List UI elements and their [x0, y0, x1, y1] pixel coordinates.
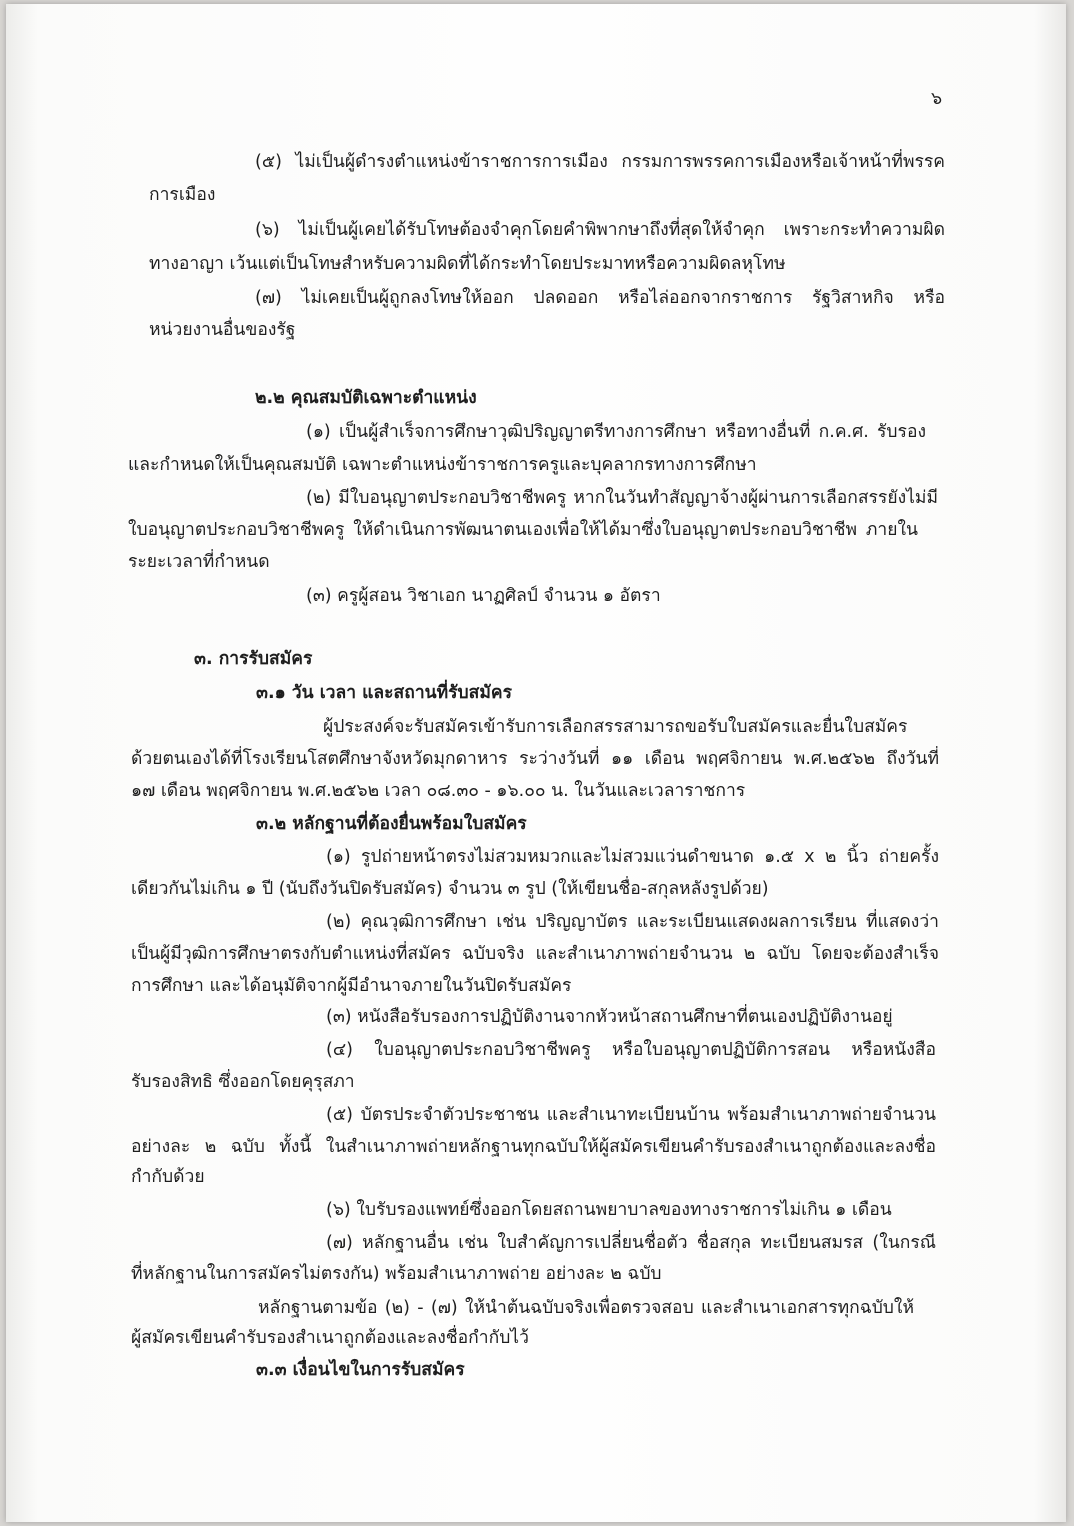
text-line: (๔) ใบอนุญาตประกอบวิชาชีพครู หรือใบอนุญาตปฏิบัติการสอน หรือหนังสือ — [326, 1040, 936, 1060]
text-line: (๑) รูปถ่ายหน้าตรงไม่สวมหมวกและไม่สวมแว่นดำขนาด ๑.๕ x ๒ นิ้ว ถ่ายครั้ง — [326, 847, 939, 867]
section-heading: ๓.๑ วัน เวลา และสถานที่รับสมัคร — [256, 683, 512, 703]
text-line: หลักฐานตามข้อ (๒) - (๗) ให้นำต้นฉบับจริงเพื่อตรวจสอบ และสำเนาเอกสารทุกฉบับให้ — [258, 1298, 914, 1318]
text-line: และกำหนดให้เป็นคุณสมบัติ เฉพาะตำแหน่งข้าราชการครูและบุคลากรทางการศึกษา — [128, 455, 757, 475]
text-line: (๗) หลักฐานอื่น เช่น ใบสำคัญการเปลี่ยนชื่อตัว ชื่อสกุล ทะเบียนสมรส (ในกรณี — [326, 1233, 936, 1253]
document-page — [6, 4, 1066, 1522]
text-line: (๖) ใบรับรองแพทย์ซึ่งออกโดยสถานพยาบาลของทางราชการไม่เกิน ๑ เดือน — [326, 1200, 892, 1220]
text-line: ด้วยตนเองได้ที่โรงเรียนโสตศึกษาจังหวัดมุกดาหาร ระว่างวันที่ ๑๑ เดือน พฤศจิกายน พ.ศ.๒๕๖๒ ถึงวันที่ — [131, 749, 939, 769]
text-line: ใบอนุญาตประกอบวิชาชีพครู ให้ดำเนินการพัฒนาตนเองเพื่อให้ได้มาซึ่งใบอนุญาตประกอบวิชาชีพ ภายใน — [128, 520, 918, 540]
text-line: ผู้ประสงค์จะรับสมัครเข้ารับการเลือกสรรสามารถขอรับใบสมัครและยื่นใบสมัคร — [323, 717, 908, 737]
text-line: (๕) บัตรประจำตัวประชาชน และสำเนาทะเบียนบ้าน พร้อมสำเนาภาพถ่ายจำนวน — [326, 1105, 936, 1125]
section-heading: ๒.๒ คุณสมบัติเฉพาะตำแหน่ง — [255, 388, 477, 408]
text-line: (๗) ไม่เคยเป็นผู้ถูกลงโทษให้ออก ปลดออก หรือไล่ออกจากราชการ รัฐวิสาหกิจ หรือ — [255, 288, 945, 308]
text-line: รับรองสิทธิ ซึ่งออกโดยคุรุสภา — [131, 1072, 355, 1092]
text-line: ทางอาญา เว้นแต่เป็นโทษสำหรับความผิดที่ได้กระทำโดยประมาทหรือความผิดลหุโทษ — [149, 254, 786, 274]
text-line: (๖) ไม่เป็นผู้เคยได้รับโทษต้องจำคุกโดยคำพิพากษาถึงที่สุดให้จำคุก เพราะกระทำความผิด — [255, 220, 945, 240]
text-line: (๓) ครูผู้สอน วิชาเอก นาฏศิลป์ จำนวน ๑ อัตรา — [306, 586, 661, 606]
text-line: กำกับด้วย — [131, 1167, 205, 1187]
page-number: ๖ — [931, 89, 943, 109]
section-heading: ๓.๒ หลักฐานที่ต้องยื่นพร้อมใบสมัคร — [256, 814, 527, 834]
text-line: ที่หลักฐานในการสมัครไม่ตรงกัน) พร้อมสำเนาภาพถ่าย อย่างละ ๒ ฉบับ — [131, 1264, 662, 1284]
text-line: อย่างละ ๒ ฉบับ ทั้งนี้ ในสำเนาภาพถ่ายหลักฐานทุกฉบับให้ผู้สมัครเขียนคำรับรองสำเนาถูกต้องและลงชื่อ — [131, 1137, 936, 1157]
text-line: (๒) มีใบอนุญาตประกอบวิชาชีพครู หากในวันทำสัญญาจ้างผู้ผ่านการเลือกสรรยังไม่มี — [306, 488, 938, 508]
text-line: ๑๗ เดือน พฤศจิกายน พ.ศ.๒๕๖๒ เวลา ๐๘.๓๐ - ๑๖.๐๐ น. ในวันและเวลาราชการ — [131, 781, 746, 801]
text-line: ระยะเวลาที่กำหนด — [128, 552, 270, 572]
text-line: หน่วยงานอื่นของรัฐ — [149, 320, 296, 340]
text-line: (๓) หนังสือรับรองการปฏิบัติงานจากหัวหน้าสถานศึกษาที่ตนเองปฏิบัติงานอยู่ — [326, 1007, 893, 1027]
text-line: ผู้สมัครเขียนคำรับรองสำเนาถูกต้องและลงชื่อกำกับไว้ — [131, 1328, 529, 1348]
text-line: การศึกษา และได้อนุมัติจากผู้มีอำนาจภายในวันปิดรับสมัคร — [131, 976, 572, 996]
text-line: เป็นผู้มีวุฒิการศึกษาตรงกับตำแหน่งที่สมัคร ฉบับจริง และสำเนาภาพถ่ายจำนวน ๒ ฉบับ โดยจะต้องสำเร็จ — [131, 944, 939, 964]
text-line: การเมือง — [149, 185, 216, 205]
text-line: (๑) เป็นผู้สำเร็จการศึกษาวุฒิปริญญาตรีทางการศึกษา หรือทางอื่นที่ ก.ค.ศ. รับรอง — [306, 422, 926, 442]
text-line: (๕) ไม่เป็นผู้ดำรงตำแหน่งข้าราชการการเมือง กรรมการพรรคการเมืองหรือเจ้าหน้าที่พรรค — [255, 152, 945, 172]
text-line: เดียวกันไม่เกิน ๑ ปี (นับถึงวันปิดรับสมัคร) จำนวน ๓ รูป (ให้เขียนชื่อ-สกุลหลังรูปด้วย) — [131, 879, 769, 899]
section-heading: ๓. การรับสมัคร — [194, 649, 313, 669]
section-heading: ๓.๓ เงื่อนไขในการรับสมัคร — [256, 1360, 465, 1380]
text-line: (๒) คุณวุฒิการศึกษา เช่น ปริญญาบัตร และระเบียนแสดงผลการเรียน ที่แสดงว่า — [326, 912, 939, 932]
